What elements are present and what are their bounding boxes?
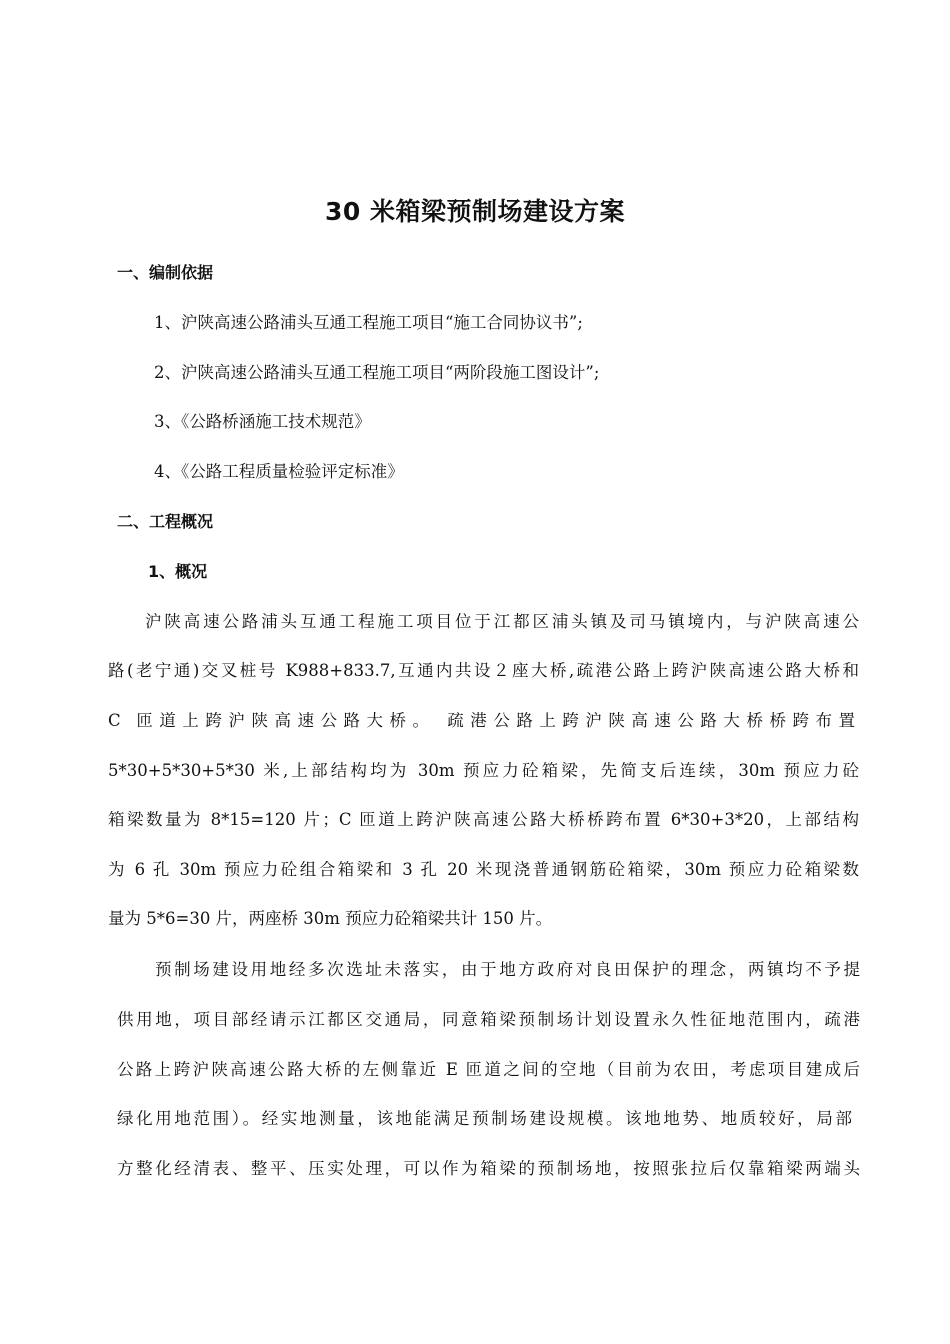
paragraph-1-line: 量为 5*6=30 片，两座桥 30m 预应力砼箱梁共计 150 片。 bbox=[108, 909, 553, 928]
subsection-heading-overview: 1、概况 bbox=[148, 562, 208, 581]
basis-item-3: 3、《公路桥涵施工技术规范》 bbox=[154, 412, 371, 431]
document-title: 30 米箱梁预制场建设方案 bbox=[325, 197, 625, 226]
basis-item-1: 1、沪陕高速公路浦头互通工程施工项目“施工合同协议书”; bbox=[154, 313, 583, 332]
paragraph-2-line: 预制场建设用地经多次选址未落实，由于地方政府对良田保护的理念，两镇均不予提 bbox=[155, 960, 860, 979]
paragraph-1-line: 路(老宁通)交叉桩号 K988+833.7,互通内共设２座大桥,疏港公路上跨沪陕高速公路大桥和 bbox=[108, 661, 859, 680]
paragraph-2-line: 公路上跨沪陕高速公路大桥的左侧靠近 E 匝道之间的空地（目前为农田，考虑项目建成后 bbox=[117, 1060, 860, 1079]
section-heading-overview: 二、工程概况 bbox=[117, 512, 214, 531]
paragraph-1-line: 沪陕高速公路浦头互通工程施工项目位于江都区浦头镇及司马镇境内，与沪陕高速公 bbox=[145, 612, 859, 631]
section-heading-basis: 一、编制依据 bbox=[117, 263, 214, 282]
basis-item-4: 4、《公路工程质量检验评定标准》 bbox=[154, 462, 404, 481]
paragraph-2-line: 供用地，项目部经请示江都区交通局，同意箱梁预制场计划设置永久性征地范围内，疏港 bbox=[117, 1010, 860, 1029]
paragraph-1-line: 箱梁数量为 8*15=120 片；C 匝道上跨沪陕高速公路大桥桥跨布置 6*30+3*20，上部结构 bbox=[108, 810, 859, 829]
basis-item-2: 2、沪陕高速公路浦头互通工程施工项目“两阶段施工图设计”; bbox=[154, 363, 600, 382]
paragraph-1-line: C 匝道上跨沪陕高速公路大桥。 疏港公路上跨沪陕高速公路大桥桥跨布置 bbox=[108, 711, 859, 730]
paragraph-2-line: 绿化用地范围）。经实地测量，该地能满足预制场建设规模。该地地势、地质较好，局部 bbox=[117, 1109, 852, 1128]
paragraph-2-line: 方整化经清表、整平、压实处理，可以作为箱梁的预制场地，按照张拉后仅靠箱梁两端头 bbox=[117, 1159, 860, 1178]
paragraph-1-line: 为 6 孔 30m 预应力砼组合箱梁和 3 孔 20 米现浇普通钢筋砼箱梁，30m 预应力砼箱梁数 bbox=[108, 860, 859, 879]
paragraph-1-line: 5*30+5*30+5*30 米,上部结构均为 30m 预应力砼箱梁，先简支后连续，30m 预应力砼 bbox=[108, 761, 859, 780]
